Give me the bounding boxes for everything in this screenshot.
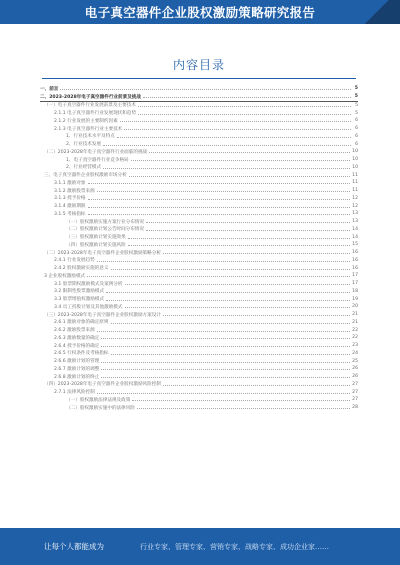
toc-entry[interactable] <box>40 311 358 319</box>
toc-entry-page: 22 <box>352 327 358 333</box>
toc-entry-label: 2、行业经营模式 <box>40 164 102 170</box>
toc-title: 内容目录 <box>172 58 225 72</box>
toc-entry-label: （二）股权激励实施中的法律风险 <box>40 405 136 411</box>
toc-entry[interactable] <box>40 326 358 334</box>
toc-entry-label: 1、电子真空器件行业竞争格局 <box>40 157 130 163</box>
toc-entry-label: 2、行业技术发展 <box>40 141 102 147</box>
toc-leader-dots <box>97 393 350 394</box>
toc-leader-dots <box>101 369 350 370</box>
toc-entry[interactable] <box>40 133 358 141</box>
toc-entry-page: 5 <box>352 86 358 91</box>
toc-entry[interactable] <box>40 303 358 311</box>
toc-entry-page: 28 <box>352 405 358 411</box>
toc-leader-dots <box>125 284 351 285</box>
toc-entry-label: （二）2023-2028年电子真空器件企业股权激励策略分析 <box>40 250 162 256</box>
toc-entry-label: 3.2 限制性股票激励模式 <box>40 288 105 294</box>
toc-entry-page: 6 <box>352 126 358 131</box>
toc-entry-label: 2.6.8 激励计划的终止 <box>40 374 100 380</box>
toc-leader-dots <box>143 97 351 98</box>
toc-entry-label: 一、前言 <box>40 86 59 92</box>
toc-entry-page: 17 <box>352 281 358 287</box>
header-decoration <box>360 0 400 24</box>
toc-entry-label: 3.1.4 激励期限 <box>40 203 87 209</box>
toc-entry[interactable] <box>40 357 358 365</box>
toc-entry[interactable] <box>40 295 358 303</box>
toc-entry-page: 10 <box>352 164 358 170</box>
toc-entry-page: 16 <box>352 257 358 263</box>
toc-leader-dots <box>125 307 351 308</box>
toc-entry-label: （一）股权激励实施方案行业分布情况 <box>40 219 145 225</box>
toc-entry-page: 27 <box>352 397 358 403</box>
toc-entry[interactable] <box>40 171 358 179</box>
toc-leader-dots <box>101 346 350 347</box>
toc-leader-dots <box>138 106 351 107</box>
footer-slogan: 让每个人都能成为 <box>44 542 104 551</box>
toc-entry[interactable] <box>40 140 358 148</box>
toc-leader-dots <box>103 168 350 169</box>
toc-entry-label: 3.1.1 激励对象 <box>40 180 87 186</box>
toc-entry-page: 13 <box>352 219 358 225</box>
toc-entry[interactable] <box>40 187 358 195</box>
toc-entry-page: 6 <box>352 134 358 139</box>
toc-entry-label: 3.4 员工持股计划及其他激励模式 <box>40 304 124 310</box>
toc-entry-label: 1、行业技术水平及特点 <box>40 133 116 139</box>
toc-entry-label: 3.1.3 授予价格 <box>40 195 87 201</box>
toc-leader-dots <box>88 214 351 215</box>
toc-entry[interactable] <box>40 241 358 249</box>
toc-entry-page: 13 <box>352 211 358 217</box>
toc-leader-dots <box>111 323 351 324</box>
toc-entry-label: （三）股权激励计划实施效果 <box>40 234 127 240</box>
toc-entry-label: 二、2023-2028年电子真空器件行业前景及挑战 <box>40 94 141 100</box>
toc-entry-page: 27 <box>352 389 358 395</box>
toc-leader-dots <box>101 362 350 363</box>
toc-entry-label: 3.1.5 考核指标 <box>40 211 87 217</box>
toc-entry[interactable] <box>40 102 358 110</box>
toc-entry[interactable] <box>40 117 358 125</box>
toc-entry[interactable] <box>40 334 358 342</box>
toc-entry[interactable] <box>40 249 358 257</box>
toc-entry-page: 19 <box>352 296 358 302</box>
toc-entry-page: 5 <box>352 94 358 99</box>
toc-entry-page: 11 <box>352 180 358 186</box>
toc-entry-page: 5 <box>352 111 358 116</box>
toc-entry[interactable] <box>40 388 358 396</box>
toc-entry[interactable] <box>40 202 358 210</box>
toc-entry-page: 26 <box>352 366 358 372</box>
toc-entry[interactable] <box>40 148 358 156</box>
toc-entry-label: 3.1 股票期权激励模式及案例分析 <box>40 281 124 287</box>
toc-entry-page: 20 <box>352 304 358 310</box>
toc-leader-dots <box>97 261 350 262</box>
toc-entry-page: 10 <box>352 157 358 163</box>
toc-entry-label: （一）电子真空器件行业发展前景及主要技术 <box>40 102 137 108</box>
toc-leader-dots <box>88 183 351 184</box>
toc-entry[interactable] <box>40 264 358 272</box>
toc-entry[interactable] <box>40 342 358 350</box>
toc-entry-page: 6 <box>352 142 358 147</box>
toc-leader-dots <box>87 276 350 277</box>
toc-entry[interactable] <box>40 381 358 389</box>
toc-leader-dots <box>101 377 350 378</box>
toc-entry[interactable] <box>40 257 358 265</box>
toc-entry[interactable] <box>40 396 358 404</box>
toc-entry-page: 12 <box>352 203 358 209</box>
toc-entry-label: （一）股权激励法律法规及政策 <box>40 397 131 403</box>
toc-entry-page: 15 <box>352 242 358 248</box>
toc-entry[interactable] <box>40 280 358 288</box>
toc-leader-dots <box>120 121 351 122</box>
toc-leader-dots <box>163 253 350 254</box>
toc-entry[interactable] <box>40 350 358 358</box>
toc-leader-dots <box>128 245 350 246</box>
toc-entry-page: 11 <box>352 188 358 194</box>
toc-entry-label: （四）2023-2028年电子真空器件企业股权激励风险控制 <box>40 381 162 387</box>
toc-leader-dots <box>129 176 350 177</box>
toc-leader-dots <box>128 238 350 239</box>
toc-entry[interactable] <box>40 272 358 280</box>
toc-leader-dots <box>163 315 350 316</box>
toc-entry-label: 3.3 股票增值权激励模式 <box>40 296 105 302</box>
toc-entry-label: 2.6.1 激励对象的确定原则 <box>40 319 110 325</box>
footer-tagline: 行业专家、管理专家、营销专家、战略专家、成功企业家…… <box>140 542 329 551</box>
toc-leader-dots <box>111 354 351 355</box>
title-divider <box>42 78 356 79</box>
toc-entry-page: 22 <box>352 335 358 341</box>
toc-entry[interactable] <box>40 93 358 102</box>
toc-entry-label: 2.6.6 激励计划的管理 <box>40 358 100 364</box>
toc-entry[interactable] <box>40 195 358 203</box>
toc-leader-dots <box>146 230 350 231</box>
toc-leader-dots <box>97 331 350 332</box>
toc-entry-page: 16 <box>352 250 358 256</box>
toc-entry-label: 2.6.4 授予价格的确定 <box>40 343 100 349</box>
toc-leader-dots <box>146 222 350 223</box>
toc-entry-page: 11 <box>352 172 358 178</box>
footer-bar <box>0 528 400 565</box>
toc-entry-page: 17 <box>352 273 358 279</box>
toc-entry-label: 2.6.5 行权条件及考核指标 <box>40 350 110 356</box>
toc-leader-dots <box>101 338 350 339</box>
toc-leader-dots <box>111 269 351 270</box>
toc-entry[interactable] <box>40 404 358 412</box>
toc-entry-page: 26 <box>352 374 358 380</box>
toc-leader-dots <box>117 137 351 138</box>
toc-entry-page: 18 <box>352 288 358 294</box>
toc-entry-label: 三、电子真空器件企业股权激励市场分析 <box>40 172 128 178</box>
toc-entry[interactable] <box>40 319 358 327</box>
toc-entry-page: 21 <box>352 319 358 325</box>
toc-list <box>40 85 358 412</box>
toc-leader-dots <box>149 152 350 153</box>
toc-entry[interactable] <box>40 373 358 381</box>
toc-entry[interactable] <box>40 109 358 117</box>
toc-entry-label: 2.6.2 激励股票来源 <box>40 327 96 333</box>
toc-leader-dots <box>88 207 351 208</box>
toc-leader-dots <box>138 114 351 115</box>
toc-entry-label: 2.4.2 股权激励实施的意义 <box>40 265 110 271</box>
toc-entry-label: 2.4.1 行业发展趋势 <box>40 257 96 263</box>
toc-entry-label: 2.6.7 激励计划的调整 <box>40 366 100 372</box>
toc-entry-label: 3 企业股权激励模式 <box>40 273 86 279</box>
toc-entry[interactable] <box>40 218 358 226</box>
toc-entry-page: 27 <box>352 381 358 387</box>
header-bar <box>0 0 400 24</box>
toc-leader-dots <box>106 300 350 301</box>
toc-entry-label: 2.6.3 激励数量的确定 <box>40 335 100 341</box>
toc-leader-dots <box>60 89 351 90</box>
toc-entry-page: 21 <box>352 312 358 318</box>
toc-entry-page: 14 <box>352 234 358 240</box>
toc-leader-dots <box>132 400 350 401</box>
toc-entry-label: （四）股权激励计划实施风险 <box>40 242 127 248</box>
toc-entry[interactable] <box>40 365 358 373</box>
toc-entry-label: 2.7.1 法律风险控制 <box>40 389 96 395</box>
toc-entry-page: 16 <box>352 265 358 271</box>
toc-entry[interactable] <box>40 233 358 241</box>
toc-entry-page: 24 <box>352 350 358 356</box>
toc-entry-page: 14 <box>352 226 358 232</box>
toc-entry-label: 3.1.2 激励股票来源 <box>40 188 96 194</box>
toc-leader-dots <box>106 292 350 293</box>
toc-leader-dots <box>137 408 350 409</box>
toc-entry-label: （二）股权激励计划公告时间分布情况 <box>40 226 145 232</box>
toc-leader-dots <box>163 385 350 386</box>
toc-entry-label: 2.1.1 电子真空器件行业发展现状和趋势 <box>40 110 137 116</box>
toc-leader-dots <box>124 129 351 130</box>
toc-entry[interactable] <box>40 226 358 234</box>
toc-entry-label: 2.1.3 电子真空器件行业主要技术 <box>40 126 123 132</box>
toc-leader-dots <box>97 191 350 192</box>
toc-leader-dots <box>103 145 351 146</box>
toc-entry[interactable] <box>40 288 358 296</box>
toc-entry-page: 10 <box>352 149 358 155</box>
toc-entry-page: 25 <box>352 358 358 364</box>
toc-entry-label: （三）2023-2028年电子真空器件企业股权激励方案设计 <box>40 312 162 318</box>
toc-entry-page: 5 <box>352 103 358 108</box>
toc-entry[interactable] <box>40 85 358 93</box>
toc-entry-page: 23 <box>352 343 358 349</box>
toc-entry-label: （二）2023-2028年电子真空器件行业面临的挑战 <box>40 149 148 155</box>
toc-entry[interactable] <box>40 125 358 133</box>
toc-entry-page: 12 <box>352 195 358 201</box>
toc-entry-label: 2.1.2 行业发展的主要制约因素 <box>40 118 119 124</box>
toc-entry-page: 6 <box>352 118 358 123</box>
toc-leader-dots <box>88 199 351 200</box>
toc-entry[interactable] <box>40 156 358 164</box>
toc-page <box>14 32 384 527</box>
toc-entry[interactable] <box>40 210 358 218</box>
toc-entry[interactable] <box>40 164 358 172</box>
toc-leader-dots <box>131 160 350 161</box>
toc-entry[interactable] <box>40 179 358 187</box>
report-title: 电子真空器件企业股权激励策略研究报告 <box>84 5 316 20</box>
